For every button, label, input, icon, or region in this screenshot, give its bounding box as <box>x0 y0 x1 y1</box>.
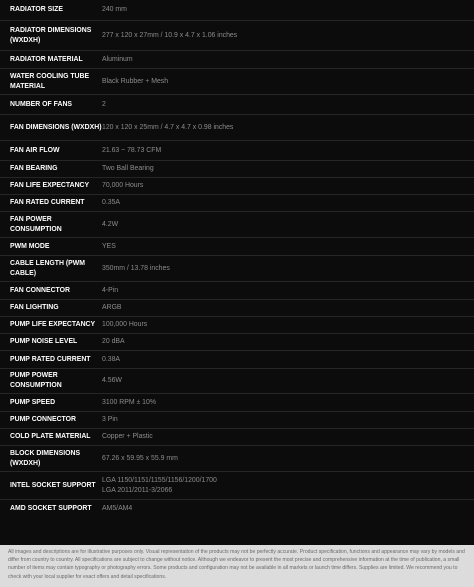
spec-label: RADIATOR MATERIAL <box>10 55 83 63</box>
spec-value: 350mm / 13.78 inches <box>102 264 170 272</box>
spec-row-radiator-dimensions <box>0 20 474 50</box>
spec-label: PUMP POWER CONSUMPTION <box>10 372 62 389</box>
spec-label: COLD PLATE MATERIAL <box>10 433 91 440</box>
spec-label: PUMP CONNECTOR <box>10 416 76 423</box>
spec-row-fan-life <box>0 177 474 194</box>
spec-value: 3100 RPM ± 10% <box>102 398 156 406</box>
spec-value: 4.56W <box>102 377 122 384</box>
spec-row-pump-noise <box>0 333 474 350</box>
spec-label: FAN RATED CURRENT <box>10 199 85 206</box>
spec-value: YES <box>102 242 116 250</box>
spec-label: FAN LIFE EXPECTANCY <box>10 182 90 189</box>
spec-label: BLOCK DIMENSIONS (WXDXH) <box>10 449 81 467</box>
spec-value: Aluminum <box>102 55 133 63</box>
spec-label: PUMP NOISE LEVEL <box>10 338 78 345</box>
spec-row-fan-dimensions <box>0 114 474 140</box>
spec-label: FAN DIMENSIONS (WXDXH) <box>10 123 102 131</box>
spec-value: AM5/AM4 <box>102 504 133 512</box>
spec-row-fan-rated-current <box>0 194 474 211</box>
spec-value <box>102 476 474 496</box>
spec-value: 2 <box>102 100 106 108</box>
spec-label: RADIATOR DIMENSIONS (WXDXH) <box>10 26 92 44</box>
spec-label: FAN LIGHTING <box>10 304 59 311</box>
spec-label: FAN POWER CONSUMPTION <box>10 215 62 233</box>
spec-row-pump-connector <box>0 411 474 428</box>
spec-label: PUMP LIFE EXPECTANCY <box>10 321 96 328</box>
spec-row-cable-length <box>0 255 474 281</box>
spec-value: Two Ball Bearing <box>102 165 154 172</box>
spec-label: FAN BEARING <box>10 165 58 172</box>
spec-value: 4-Pin <box>102 286 119 294</box>
spec-row-cold-plate <box>0 428 474 445</box>
spec-row-intel-socket <box>0 471 474 499</box>
spec-label: PWM MODE <box>10 242 50 250</box>
spec-label: AMD SOCKET SUPPORT <box>10 504 92 512</box>
spec-value: 0.38A <box>102 355 121 363</box>
disclaimer-text: All images and descriptions are for illustrative purposes only. Visual representation of the products may not be perfectly accurate. Product specification, functions and appearance may vary by models and differ from country to country. All specifications are subject to change without notice. Although we endeavor to present the most precise and comprehensive information at the time of publication, a small number of items may contain typography or photography errors. Some products and configuration may not be available in all markets or launch time differs. Supplies are limited. We recommend you to check with your local supplier for exact offers and detail specifications. <box>8 549 465 580</box>
spec-label: CABLE LENGTH (PWM CABLE) <box>10 259 86 277</box>
spec-label: FAN AIR FLOW <box>10 146 60 154</box>
spec-row-pump-power <box>0 368 474 393</box>
spec-value: 70,000 Hours <box>102 182 144 189</box>
spec-value: 240 mm <box>102 6 127 13</box>
spec-value: 20 dBA <box>102 338 125 345</box>
spec-row-tube-material <box>0 68 474 94</box>
spec-label: INTEL SOCKET SUPPORT <box>10 481 96 489</box>
spec-row-radiator-size <box>0 0 474 20</box>
spec-row-number-of-fans <box>0 94 474 114</box>
spec-row-fan-air-flow <box>0 140 474 160</box>
disclaimer-footer <box>0 545 474 587</box>
spec-value-line-2: LGA 2011/2011-3/2066 <box>102 486 173 494</box>
spec-row-radiator-material <box>0 50 474 68</box>
spec-label: FAN CONNECTOR <box>10 286 70 294</box>
spec-row-amd-socket <box>0 499 474 517</box>
spec-value: 100,000 Hours <box>102 321 148 328</box>
spec-label: PUMP SPEED <box>10 398 56 406</box>
spec-label: NUMBER OF FANS <box>10 100 73 108</box>
spec-row-pump-life <box>0 316 474 333</box>
spec-row-block-dimensions <box>0 445 474 471</box>
spec-value: 277 x 120 x 27mm / 10.9 x 4.7 x 1.06 inches <box>102 31 238 39</box>
spec-row-fan-bearing <box>0 160 474 177</box>
spec-row-fan-lighting <box>0 299 474 316</box>
spec-row-pwm-mode <box>0 237 474 255</box>
spec-row-fan-connector <box>0 281 474 299</box>
spec-row-pump-speed <box>0 393 474 411</box>
spec-label: WATER COOLING TUBE MATERIAL <box>10 72 90 90</box>
spec-value: 67.26 x 59.95 x 55.9 mm <box>102 454 178 462</box>
spec-label: PUMP RATED CURRENT <box>10 355 91 363</box>
spec-value-line-1: LGA 1150/1151/1155/1156/1200/1700 <box>102 476 217 484</box>
spec-value: Black Rubber + Mesh <box>102 77 169 85</box>
spec-value: 120 x 120 x 25mm / 4.7 x 4.7 x 0.98 inches <box>102 123 234 131</box>
spec-row-pump-rated-current <box>0 350 474 368</box>
spec-value: Copper + Plastic <box>102 433 153 440</box>
spec-value: 21.63 ~ 78.73 CFM <box>102 146 162 154</box>
spec-value: 4.2W <box>102 220 119 228</box>
spec-value: 3 Pin <box>102 416 118 423</box>
spec-row-fan-power <box>0 211 474 237</box>
spec-value: 0.35A <box>102 199 121 206</box>
spec-value: ARGB <box>102 304 122 311</box>
spec-label: RADIATOR SIZE <box>10 6 63 13</box>
